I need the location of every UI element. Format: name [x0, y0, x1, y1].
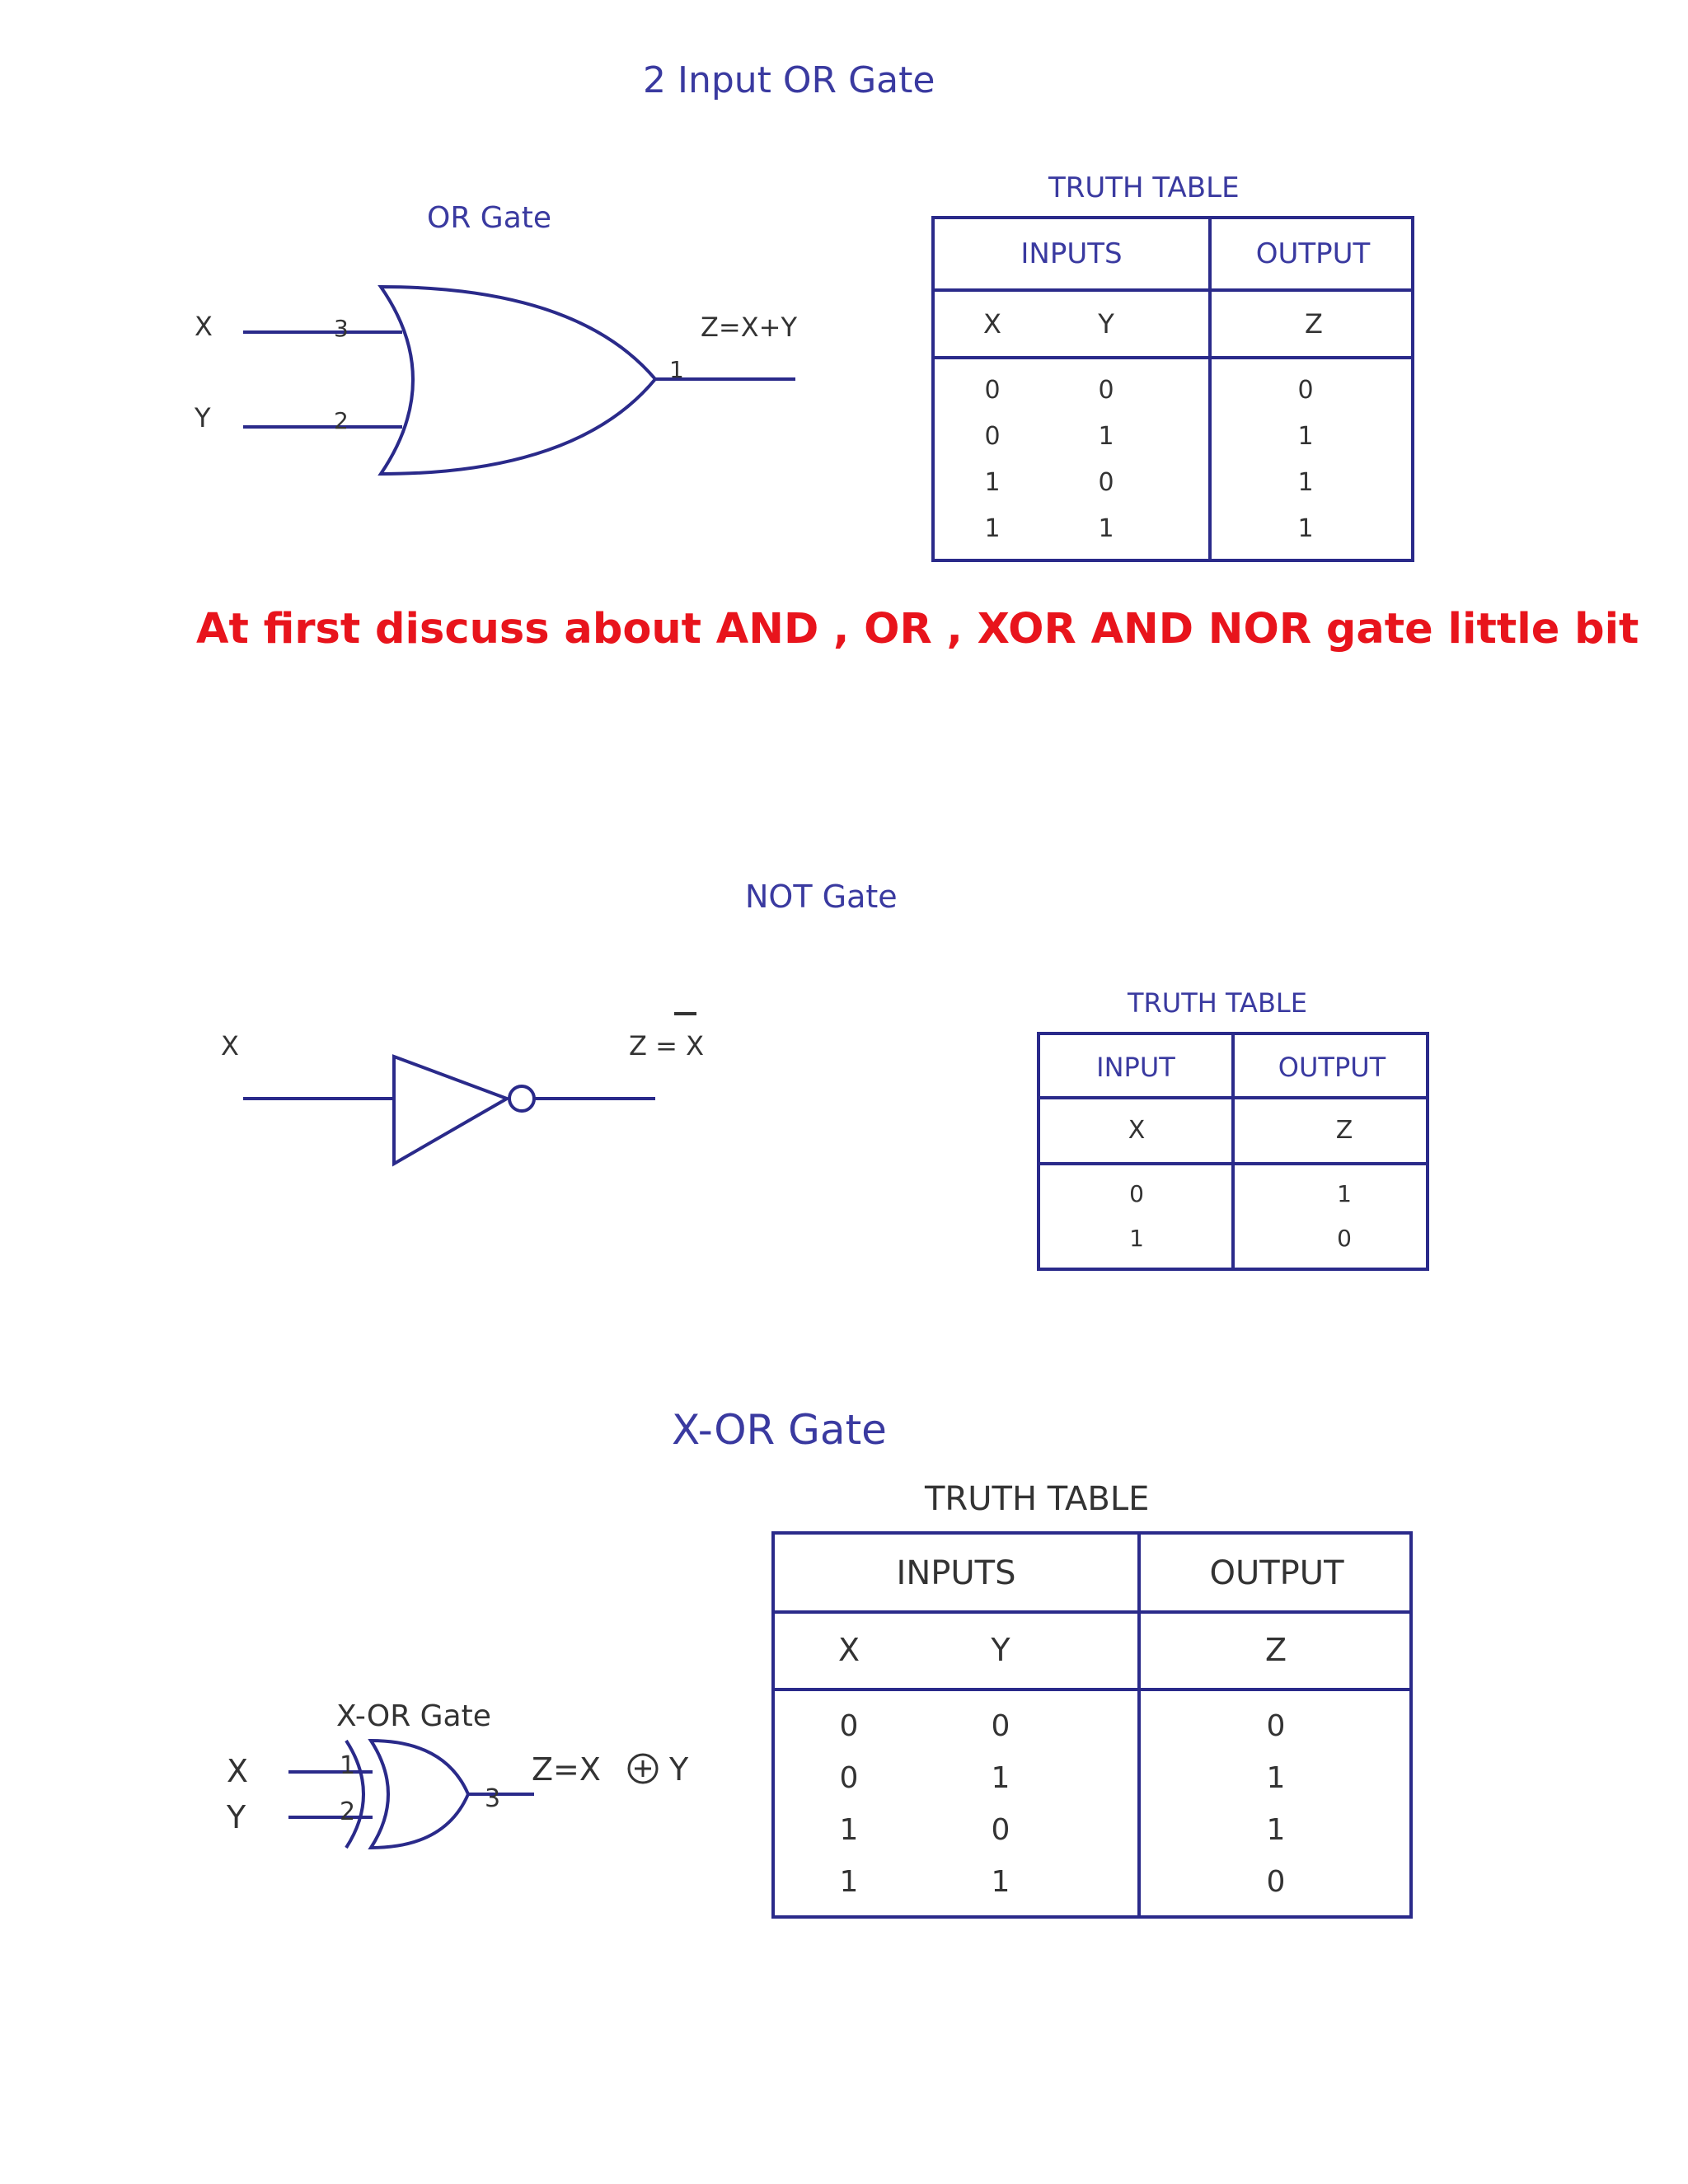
or-input-x-label: X: [195, 311, 213, 342]
table-cell: 1: [984, 468, 1001, 497]
xor-output-expr-right: Y: [669, 1751, 689, 1788]
xor-col-y: Y: [991, 1632, 1010, 1668]
or-pin-out: 1: [669, 356, 684, 383]
table-cell: 0: [839, 1761, 859, 1795]
or-gate-label: OR Gate: [427, 201, 552, 235]
xor-truth-table: [771, 1531, 1413, 1919]
table-cell: 1: [1297, 468, 1314, 497]
not-col-z: Z: [1335, 1116, 1353, 1145]
xor-section-title: X-OR Gate: [672, 1406, 887, 1454]
table-cell: 1: [1129, 1225, 1144, 1252]
xor-circled-plus: [629, 1755, 657, 1783]
table-cell: 0: [1098, 468, 1114, 497]
xor-pin-out: 3: [485, 1784, 501, 1813]
table-cell: 0: [991, 1813, 1010, 1847]
table-cell: 0: [1337, 1225, 1352, 1252]
not-bubble: [509, 1086, 534, 1111]
not-output-expr: Z = X: [629, 1030, 704, 1062]
table-cell: 1: [1297, 422, 1314, 451]
table-cell: 0: [1266, 1865, 1286, 1899]
or-group-output: OUTPUT: [1255, 237, 1371, 270]
table-row: [775, 1709, 1409, 1761]
not-input-x-label: X: [221, 1030, 239, 1062]
not-truth-table: [1037, 1032, 1429, 1271]
not-group-output: OUTPUT: [1278, 1052, 1386, 1083]
table-row: [935, 376, 1411, 422]
discussion-note: At first discuss about AND , OR , XOR AND NOR gate little bit: [196, 605, 1639, 654]
table-cell: 1: [839, 1865, 859, 1899]
table-cell: 0: [1098, 376, 1114, 405]
or-pin-x: 3: [334, 315, 349, 342]
not-row-list: [1040, 1180, 1426, 1269]
table-cell: 1: [1098, 422, 1114, 451]
xor-extra-curve: [346, 1741, 363, 1848]
or-input-y-label: Y: [195, 402, 211, 434]
or-truth-table-title: TRUTH TABLE: [1048, 171, 1240, 204]
table-row: [935, 468, 1411, 514]
xor-output-expr-left: Z=X: [532, 1751, 601, 1788]
xor-truth-table-title: TRUTH TABLE: [925, 1480, 1150, 1518]
table-row: [1040, 1225, 1426, 1269]
not-gate-symbol: [394, 1057, 507, 1164]
table-cell: 0: [1266, 1709, 1286, 1743]
table-row: [775, 1761, 1409, 1813]
xor-pin-y: 2: [340, 1797, 356, 1826]
table-cell: 1: [1266, 1813, 1286, 1847]
table-cell: 1: [839, 1813, 859, 1847]
table-row: [935, 514, 1411, 560]
table-cell: 0: [984, 422, 1001, 451]
or-col-x: X: [983, 308, 1001, 340]
table-cell: 1: [991, 1761, 1010, 1795]
xor-col-x: X: [837, 1632, 860, 1668]
xor-input-y-label: Y: [227, 1799, 246, 1835]
table-cell: 1: [1297, 514, 1314, 543]
table-cell: 0: [839, 1709, 859, 1743]
xor-group-output: OUTPUT: [1209, 1554, 1344, 1592]
table-row: [1040, 1180, 1426, 1225]
table-cell: 1: [1098, 514, 1114, 543]
table-cell: 1: [1337, 1180, 1352, 1207]
table-cell: 1: [1266, 1761, 1286, 1795]
table-cell: 0: [991, 1709, 1010, 1743]
or-pin-y: 2: [334, 407, 349, 434]
xor-col-z: Z: [1264, 1632, 1287, 1668]
not-col-x: X: [1128, 1116, 1146, 1145]
xor-row-list: [775, 1709, 1409, 1917]
or-col-z: Z: [1305, 308, 1323, 340]
xor-pin-x: 1: [340, 1751, 356, 1780]
not-section-title: NOT Gate: [745, 879, 898, 915]
table-cell: 1: [991, 1865, 1010, 1899]
not-group-input: INPUT: [1096, 1052, 1175, 1083]
or-output-expr: Z=X+Y: [701, 312, 798, 343]
table-row: [775, 1813, 1409, 1865]
xor-gate-label: X-OR Gate: [336, 1699, 491, 1733]
table-row: [775, 1865, 1409, 1917]
table-cell: 0: [1297, 376, 1314, 405]
or-row-list: [935, 376, 1411, 560]
or-col-y: Y: [1098, 308, 1114, 340]
xor-input-x-label: X: [227, 1753, 249, 1789]
xor-gate-symbol: [371, 1741, 468, 1848]
or-section-title: 2 Input OR Gate: [643, 59, 935, 101]
or-truth-table: [931, 216, 1414, 562]
table-cell: 0: [1129, 1180, 1144, 1207]
or-group-inputs: INPUTS: [1020, 237, 1123, 270]
or-gate-symbol: [381, 287, 655, 474]
table-row: [935, 422, 1411, 468]
table-cell: 0: [984, 376, 1001, 405]
not-truth-table-title: TRUTH TABLE: [1128, 987, 1307, 1019]
table-cell: 1: [984, 514, 1001, 543]
xor-group-inputs: INPUTS: [896, 1554, 1016, 1592]
